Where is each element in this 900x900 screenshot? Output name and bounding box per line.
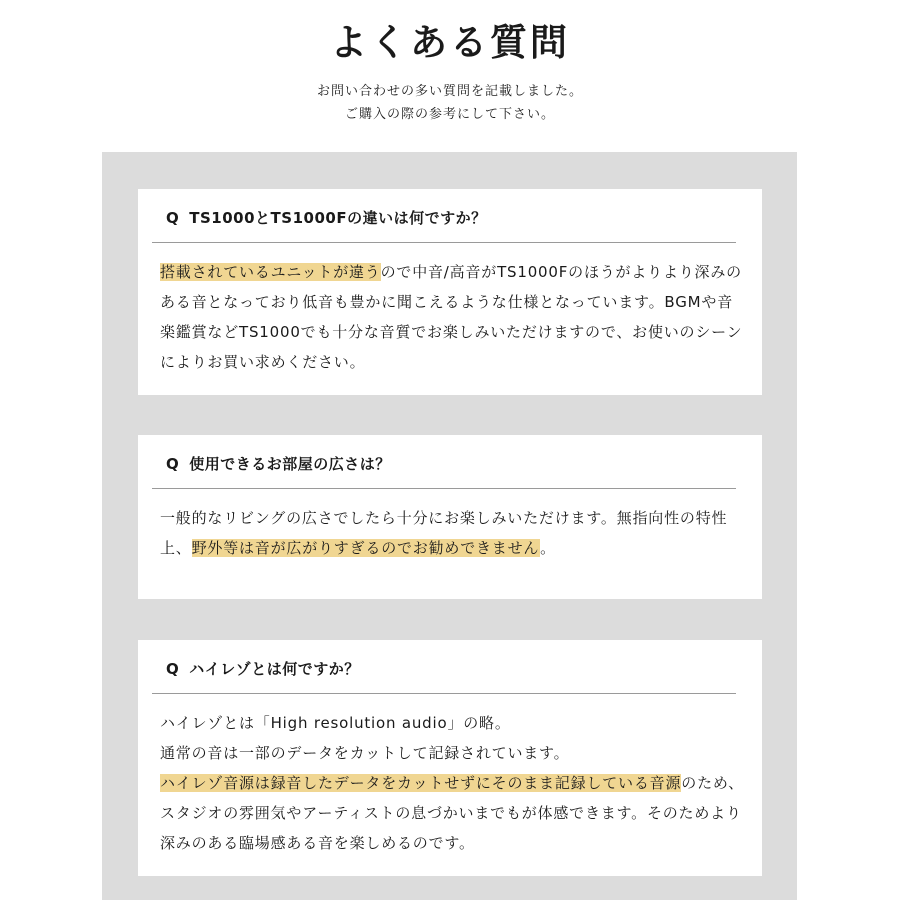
answer-text: ので中音/高音がTS1000Fのほうがよりより深みのある音となっており低音も豊かに聞こえるような仕様となっています。BGMや音楽鑑賞などTS1000でも十分な音質でお楽しみいただけますので、お使いのシーンによりお買い求めください。: [160, 263, 743, 371]
subtitle-line-2: ご購入の際の参考にして下さい。: [344, 107, 555, 122]
answer-text: 一般的なリビングの広さでしたら十分にお楽しみいただけます。無指向性の特性上、: [160, 509, 728, 557]
faq-card-1: [138, 189, 762, 395]
answer-paragraph: [160, 768, 745, 858]
faq-question-1: [166, 206, 487, 230]
answer-text: のため、スタジオの雰囲気やアーティストの息づかいまでもが体感できます。そのためより深みのある臨場感ある音を楽しめるのです。: [160, 774, 744, 852]
answer-highlight: 搭載されているユニットが違う: [160, 263, 381, 281]
faq-question-3: [166, 657, 360, 681]
question-text: TS1000とTS1000Fの違いは何ですか？: [189, 209, 487, 227]
faq-card-2: [138, 435, 762, 599]
q-mark: Q: [166, 660, 180, 678]
answer-paragraph: [160, 503, 745, 563]
page-subtitle: [0, 80, 900, 126]
answer-paragraph: [160, 257, 745, 377]
answer-highlight: 野外等は音が広がりすぎるのでお勧めできません: [191, 539, 541, 557]
answer-line-1: ハイレゾとは「High resolution audio」の略。: [160, 714, 511, 732]
question-text: 使用できるお部屋の広さは？: [189, 455, 391, 473]
question-text: ハイレゾとは何ですか？: [189, 660, 360, 678]
q-mark: Q: [166, 455, 180, 473]
page-title: よくある質問: [330, 21, 570, 64]
q-mark: Q: [166, 209, 180, 227]
question-divider: [152, 693, 736, 694]
question-divider: [152, 242, 736, 243]
faq-question-2: [166, 452, 391, 476]
answer-line-2: 通常の音は一部のデータをカットして記録されています。: [160, 744, 570, 762]
answer-text-end: 。: [540, 539, 556, 557]
faq-answer-3: [160, 708, 745, 858]
faq-answer-1: [160, 257, 745, 377]
subtitle-line-1: お問い合わせの多い質問を記載しました。: [316, 84, 583, 99]
faq-answer-2: [160, 503, 745, 563]
question-divider: [152, 488, 736, 489]
answer-highlight: ハイレゾ音源は録音したデータをカットせずにそのまま記録している音源: [160, 774, 682, 792]
faq-card-3: [138, 640, 762, 876]
